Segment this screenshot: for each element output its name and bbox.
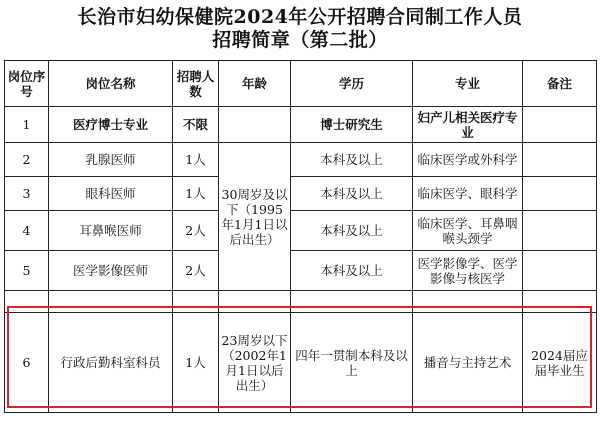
cell-edu: 本科及以上 <box>291 143 413 177</box>
header-count: 招聘人数 <box>173 61 219 107</box>
cell-note <box>523 211 597 251</box>
header-name: 岗位名称 <box>49 61 173 107</box>
cell-edu: 博士研究生 <box>291 107 413 143</box>
cell-age-empty <box>219 107 291 143</box>
cell-note <box>523 107 597 143</box>
header-seq: 岗位序号 <box>5 61 49 107</box>
cell-name: 医疗博士专业 <box>49 107 173 143</box>
cell-name: 乳腺医师 <box>49 143 173 177</box>
cell-seq: 5 <box>5 251 49 291</box>
cell-seq: 4 <box>5 211 49 251</box>
header-major: 专业 <box>413 61 523 107</box>
cell-count: 不限 <box>173 107 219 143</box>
recruitment-table <box>4 60 597 413</box>
table-row <box>5 177 597 211</box>
cell-edu: 本科及以上 <box>291 251 413 291</box>
cell-name: 眼科医师 <box>49 177 173 211</box>
table-row <box>5 107 597 143</box>
table-row <box>5 211 597 251</box>
cell-edu: 四年一贯制本科及以上 <box>291 313 413 413</box>
cell-major: 医学影像学、医学影像与核医学 <box>413 251 523 291</box>
cell-edu: 本科及以上 <box>291 211 413 251</box>
cell-major: 临床医学或外科学 <box>413 143 523 177</box>
cell-major: 妇产儿相关医疗专业 <box>413 107 523 143</box>
table-row <box>5 251 597 291</box>
cell-count: 2人 <box>173 211 219 251</box>
cell-note <box>523 143 597 177</box>
title-line-1: 长治市妇幼保健院2024年公开招聘合同制工作人员 <box>77 6 523 28</box>
table-row <box>5 143 597 177</box>
cell-major: 播音与主持艺术 <box>413 313 523 413</box>
header-note: 备注 <box>523 61 597 107</box>
cell-count: 1人 <box>173 143 219 177</box>
title-line-2: 招聘简章（第二批） <box>212 29 388 51</box>
cell-major: 临床医学、耳鼻咽喉头颈学 <box>413 211 523 251</box>
cell-name: 行政后勤科室科员 <box>49 313 173 413</box>
header-age: 年龄 <box>219 61 291 107</box>
table-row-highlighted <box>5 313 597 413</box>
cell-major: 临床医学、眼科学 <box>413 177 523 211</box>
cell-note <box>523 177 597 211</box>
cell-count: 1人 <box>173 177 219 211</box>
cell-note: 2024届应届毕业生 <box>523 313 597 413</box>
cell-seq: 2 <box>5 143 49 177</box>
cell-name: 耳鼻喉医师 <box>49 211 173 251</box>
document-title <box>0 6 600 52</box>
cell-edu: 本科及以上 <box>291 177 413 211</box>
cell-seq: 6 <box>5 313 49 413</box>
cell-age-group: 30周岁及以下（1995年1月1日以后出生） <box>219 143 291 291</box>
cell-note <box>523 251 597 291</box>
table-spacer-row <box>5 291 597 313</box>
cell-seq: 1 <box>5 107 49 143</box>
cell-name: 医学影像医师 <box>49 251 173 291</box>
cell-count: 1人 <box>173 313 219 413</box>
cell-age: 23周岁以下（2002年1月1日以后出生） <box>219 313 291 413</box>
table-header-row <box>5 61 597 107</box>
header-edu: 学历 <box>291 61 413 107</box>
cell-count: 2人 <box>173 251 219 291</box>
cell-seq: 3 <box>5 177 49 211</box>
